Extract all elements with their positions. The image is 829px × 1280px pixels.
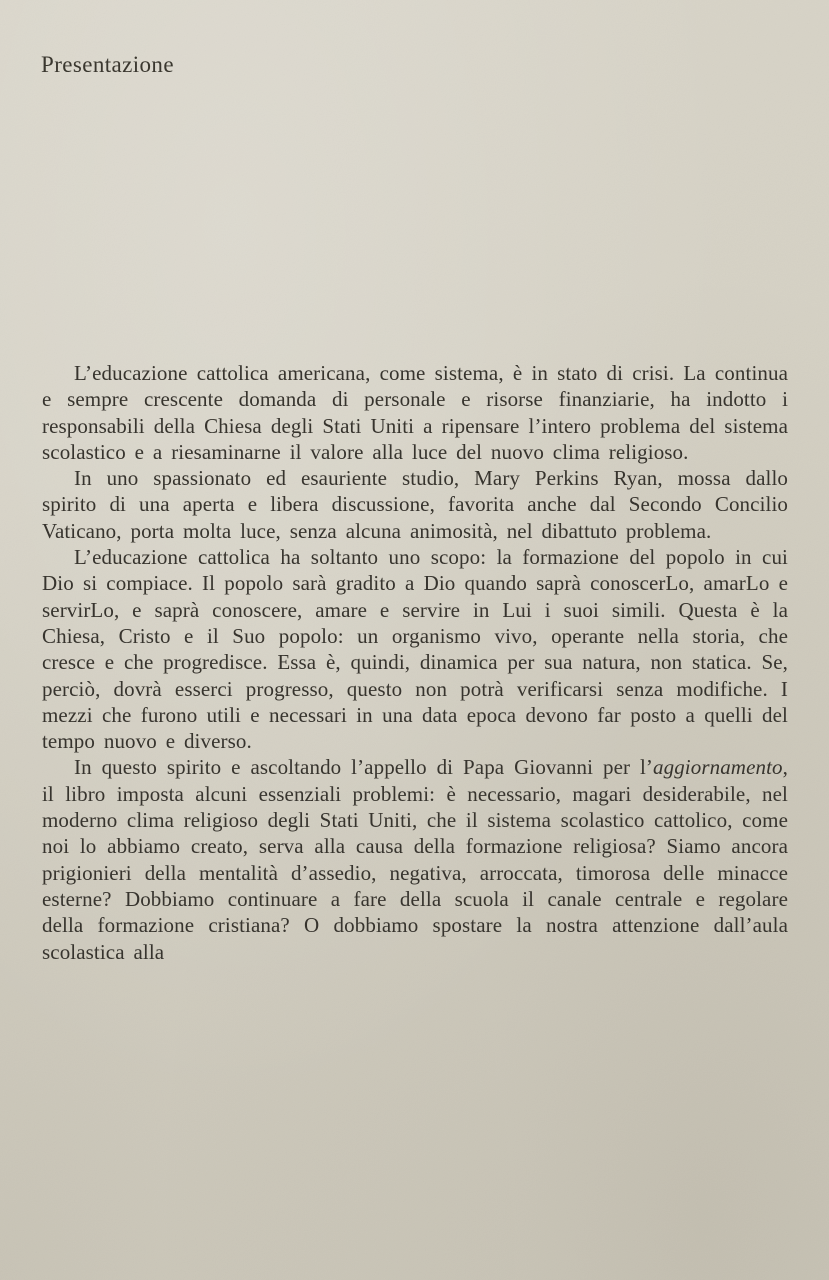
paragraph-3: L’educazione cattolica ha soltanto uno scopo: la formazione del popolo in cui Dio si compiace. Il popolo sarà gradito a Dio quando saprà conoscerLo, amarLo e servirLo, e saprà conoscere, amare e servire in Lui i suoi simili. Questa è la Chiesa, Cristo e il Suo popolo: un organismo vivo, operante nella storia, che cresce e che progredisce. Essa è, quindi, dinamica per sua natura, non statica. Se, perciò, dovrà esserci progresso, questo non potrà verificarsi senza modifiche. I mezzi che furono utili e necessari in una data epoca devono far posto a quelli del tempo nuovo e diverso. xyxy=(42,545,788,754)
paragraph-4 xyxy=(42,754,788,964)
paragraph-4-pre: In questo spirito e ascoltando l’appello di Papa Giovanni per l’ xyxy=(74,755,653,780)
paragraph-2: In uno spassionato ed esauriente studio, Mary Perkins Ryan, mossa dallo spirito di una aperta e libera discussione, favorita anche dal Secondo Concilio Vaticano, porta molta luce, senza alcuna animosità, nel dibattuto problema. xyxy=(42,466,788,543)
paragraph-4-post: , il libro imposta alcuni essenziali problemi: è necessario, magari desiderabile, nel moderno clima religioso degli Stati Uniti, che il sistema scolastico cattolico, come noi lo abbiamo creato, serva alla causa della formazione religiosa? Siamo ancora prigionieri della mentalità d’assedio, negativa, arroccata, timorosa delle minacce esterne? Dobbiamo continuare a fare della scuola il canale centrale e regolare della formazione cristiana? O dobbiamo spostare la nostra attenzione dall’aula scolastica alla xyxy=(42,755,788,964)
page-title: Presentazione xyxy=(41,52,174,77)
italic-term-aggiornamento: aggiornamento xyxy=(653,755,783,780)
page-body xyxy=(42,360,788,965)
paragraph-1: L’educazione cattolica americana, come sistema, è in stato di crisi. La continua e sempre crescente domanda di personale e risorse finanziarie, ha indotto i responsabili della Chiesa degli Stati Uniti a ripensare l’intero problema del sistema scolastico e a riesaminarne il valore alla luce del nuovo clima religioso. xyxy=(42,361,788,464)
